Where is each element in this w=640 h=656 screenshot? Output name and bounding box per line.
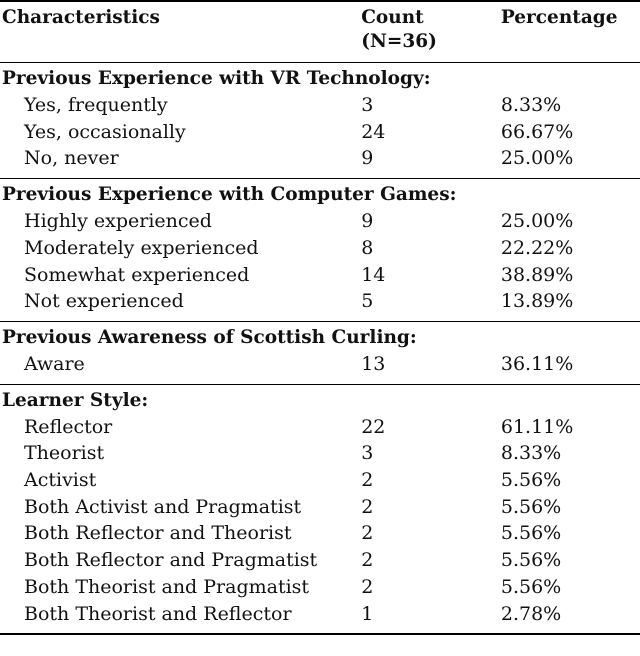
header-characteristics: Characteristics [0,1,361,63]
row-count: 14 [361,263,386,286]
row-count: 1 [361,601,501,635]
table-header [0,1,640,63]
header-count-n: (N=36) [361,31,437,52]
row-count: 2 [361,575,374,598]
row-label: Both Theorist and Pragmatist [24,575,310,598]
section-title: Previous Experience with Computer Games: [0,179,640,209]
row-label: No, never [24,147,119,170]
section-heading-vr [0,63,640,93]
table-row [0,351,640,384]
row-label: Both Theorist and Reflector [0,601,361,635]
table-row [0,601,640,635]
row-percent: 61.11% [500,415,574,438]
row-percent: 38.89% [500,263,574,286]
row-percent: 36.11% [500,352,574,375]
row-percent: 5.56% [500,495,562,518]
section-title: Learner Style: [0,384,640,414]
table-row [0,119,640,146]
row-label: Not experienced [24,290,184,313]
row-count: 9 [361,147,374,170]
table-row [0,208,640,235]
row-percent: 5.56% [500,522,562,545]
table-row [0,574,640,601]
row-count: 8 [361,236,374,259]
table-row [0,414,640,441]
table-row [0,494,640,521]
table-body [0,63,640,635]
row-count: 22 [361,415,386,438]
row-count: 2 [361,495,374,518]
section-heading-learner-style [0,384,640,414]
row-count: 13 [361,352,386,375]
header-count [361,1,501,63]
row-count: 9 [361,210,374,233]
table-row [0,440,640,467]
row-label: Both Reflector and Theorist [24,522,292,545]
section-title: Previous Awareness of Scottish Curling: [0,321,640,351]
section-heading-games [0,179,640,209]
row-percent: 22.22% [500,236,574,259]
table-row [0,288,640,321]
row-label: Highly experienced [24,210,212,233]
header-percentage: Percentage [501,1,640,63]
row-label: Yes, occasionally [24,120,186,143]
row-percent: 8.33% [500,94,562,116]
row-count: 2 [361,549,374,572]
table-row [0,235,640,262]
row-label: Both Activist and Pragmatist [24,495,302,518]
row-count: 3 [361,94,374,116]
table-row [0,262,640,289]
row-count: 2 [361,522,374,545]
row-percent: 66.67% [500,120,574,143]
row-label: Somewhat experienced [24,263,250,286]
row-label: Yes, frequently [24,94,168,116]
header-count-label: Count [361,7,424,28]
table-row [0,520,640,547]
section-heading-curling [0,321,640,351]
row-label: Moderately experienced [24,236,259,259]
section-title: Previous Experience with VR Technology: [0,63,640,93]
row-label: Reflector [24,415,113,438]
row-percent: 13.89% [500,290,574,313]
row-percent: 8.33% [500,442,562,465]
row-count: 2 [361,469,374,492]
row-label: Both Reflector and Pragmatist [24,549,318,572]
row-percent: 5.56% [500,469,562,492]
table-row [0,145,640,178]
table-row [0,92,640,119]
row-percent: 2.78% [501,601,640,635]
table-row [0,467,640,494]
row-percent: 25.00% [500,210,574,233]
table-row [0,547,640,574]
header-row [0,1,640,63]
row-label: Activist [24,469,97,492]
row-percent: 25.00% [500,147,574,170]
row-percent: 5.56% [500,575,562,598]
row-percent: 5.56% [500,549,562,572]
row-label: Aware [24,352,85,375]
row-label: Theorist [24,442,105,465]
row-count: 5 [361,290,374,313]
row-count: 24 [361,120,386,143]
row-count: 3 [361,442,374,465]
